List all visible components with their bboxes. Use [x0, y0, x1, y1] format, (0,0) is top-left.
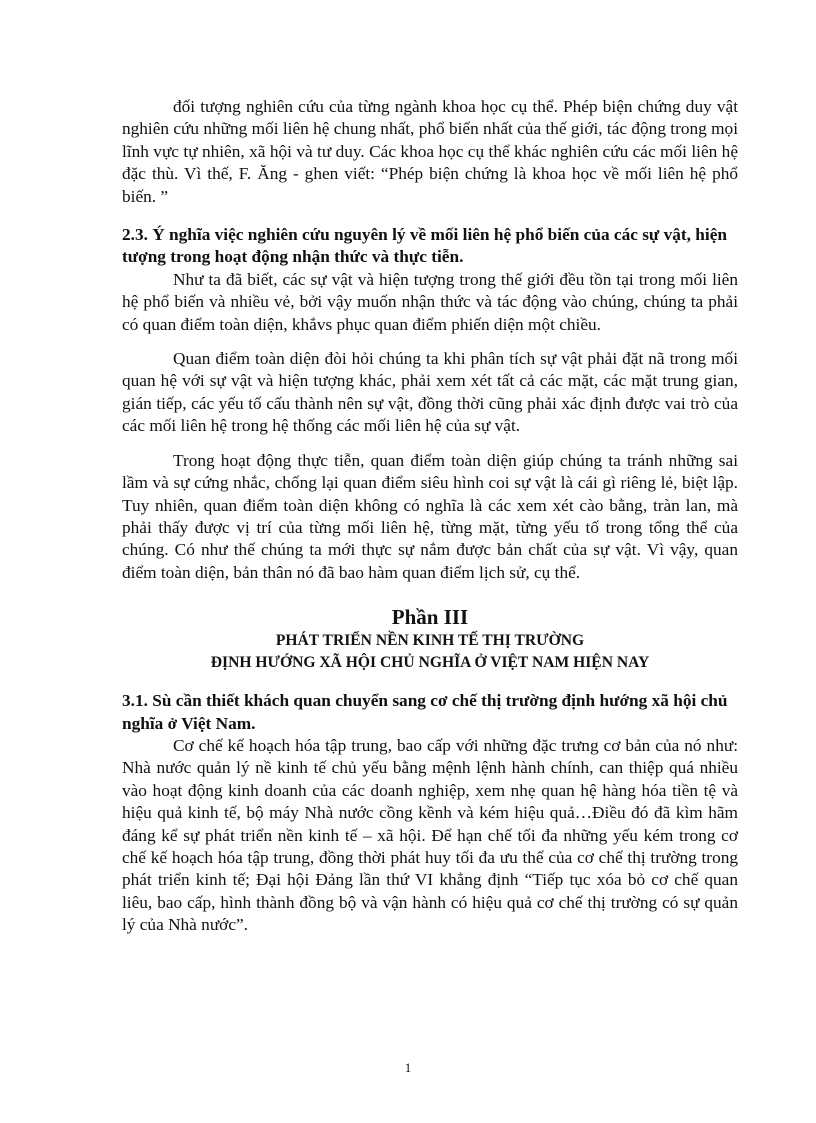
section-2-3-paragraph-2: Quan điểm toàn diện đòi hỏi chúng ta khi phân tích sự vật phải đặt nã trong mối quan hệ với sự vật và hiện tượng khác, phải xem xét tất cả các mặt, các mặt trung gian, gián tiếp, các yếu tố cấu thành nên sự vật, đồng thời cũng phải xác định được vai trò của các mối liên hệ trong hệ thống các mối liên hệ của sự vật.	[122, 349, 738, 436]
document-page	[122, 96, 738, 937]
section-3-1-heading: 3.1. Sù cần thiết khách quan chuyển sang cơ chế thị trường định hướng xã hội chủ nghĩa ở Việt Nam.	[122, 691, 728, 733]
page-number: 1	[404, 1060, 412, 1075]
spacer	[122, 208, 738, 224]
part-3-subtitle-line-1: PHÁT TRIỂN NỀN KINH TẾ THỊ TRƯỜNG	[275, 632, 585, 650]
intro-paragraph: đối tượng nghiên cứu của từng ngành khoa học cụ thể. Phép biện chứng duy vật nghiên cứu những mối liên hệ chung nhất, phổ biến nhất của thế giới, tác động trong mọi lĩnh vực tự nhiên, xã hội và tư duy. Các khoa học cụ thể khác nghiên cứu các mối liên hệ đặc thù. Vì thế, F. Ăng - ghen viết: “Phép biện chứng là khoa học về mối liên hệ phổ biến. ”	[122, 97, 738, 206]
part-3-title: Phần III	[391, 605, 469, 630]
section-3-1-paragraph: Cơ chế kế hoạch hóa tập trung, bao cấp với những đặc trưng cơ bản của nó như: Nhà nước quản lý nề kinh tế chủ yếu bằng mệnh lệnh hành chính, can thiệp quá nhiều vào hoạt động kinh doanh của các doanh nghiệp, xem nhẹ quan hệ hàng hóa tiền tệ và hiệu quả kinh tế, bộ máy Nhà nước cồng kềnh và kém hiệu quả…Điều đó đã kìm hãm đáng kể sự phát triển nền kinh tế – xã hội. Để hạn chế tối đa những yếu kém trong cơ chế kế hoạch hóa tập trung, đồng thời phát huy tối đa ưu thế của cơ chế thị trường trong phát triển kinh tế; Đại hội Đảng lần thứ VI khẳng định “Tiếp tục xóa bỏ cơ chế quan liêu, bao cấp, hình thành đồng bộ và vận hành có hiệu quả cơ chế thị trường có sự quản lý của Nhà nước”.	[122, 735, 738, 935]
spacer	[122, 584, 738, 600]
spacer	[122, 336, 738, 348]
section-2-3-paragraph-3: Trong hoạt động thực tiễn, quan điểm toàn diện giúp chúng ta tránh những sai lầm và sự cứng nhắc, chống lại quan điểm siêu hình coi sự vật là cái gì riêng lẻ, biệt lập. Tuy nhiên, quan điểm toàn diện không có nghĩa là các xem xét cào bằng, tràn lan, mà phải thấy được vị trí của từng mối liên hệ, từng mặt, từng yếu tố trong tổng thể của chúng. Có như thế chúng ta mới thực sự nắm được bản chất của sự vật. Vì vậy, quan điểm toàn diện, bản thân nó đã bao hàm quan điểm lịch sử, cụ thể.	[122, 450, 738, 582]
section-2-3-heading: 2.3. Ý nghĩa việc nghiên cứu nguyên lý về mối liên hệ phổ biến của các sự vật, hiện tượng trong hoạt động nhận thức và thực tiễn.	[122, 225, 727, 267]
spacer	[122, 674, 738, 690]
section-2-3-paragraph-1: Như ta đã biết, các sự vật và hiện tượng trong thế giới đều tồn tại trong mối liên hệ phổ biến và nhiều vẻ, bởi vậy muốn nhận thức và tác động vào chúng, chúng ta phải có quan điểm toàn diện, khắvs phục quan điểm phiến diện một chiều.	[122, 269, 738, 334]
part-3-subtitle-line-2: ĐỊNH HƯỚNG XÃ HỘI CHỦ NGHĨA Ở VIỆT NAM HIỆN NAY	[210, 654, 650, 672]
spacer	[122, 438, 738, 450]
